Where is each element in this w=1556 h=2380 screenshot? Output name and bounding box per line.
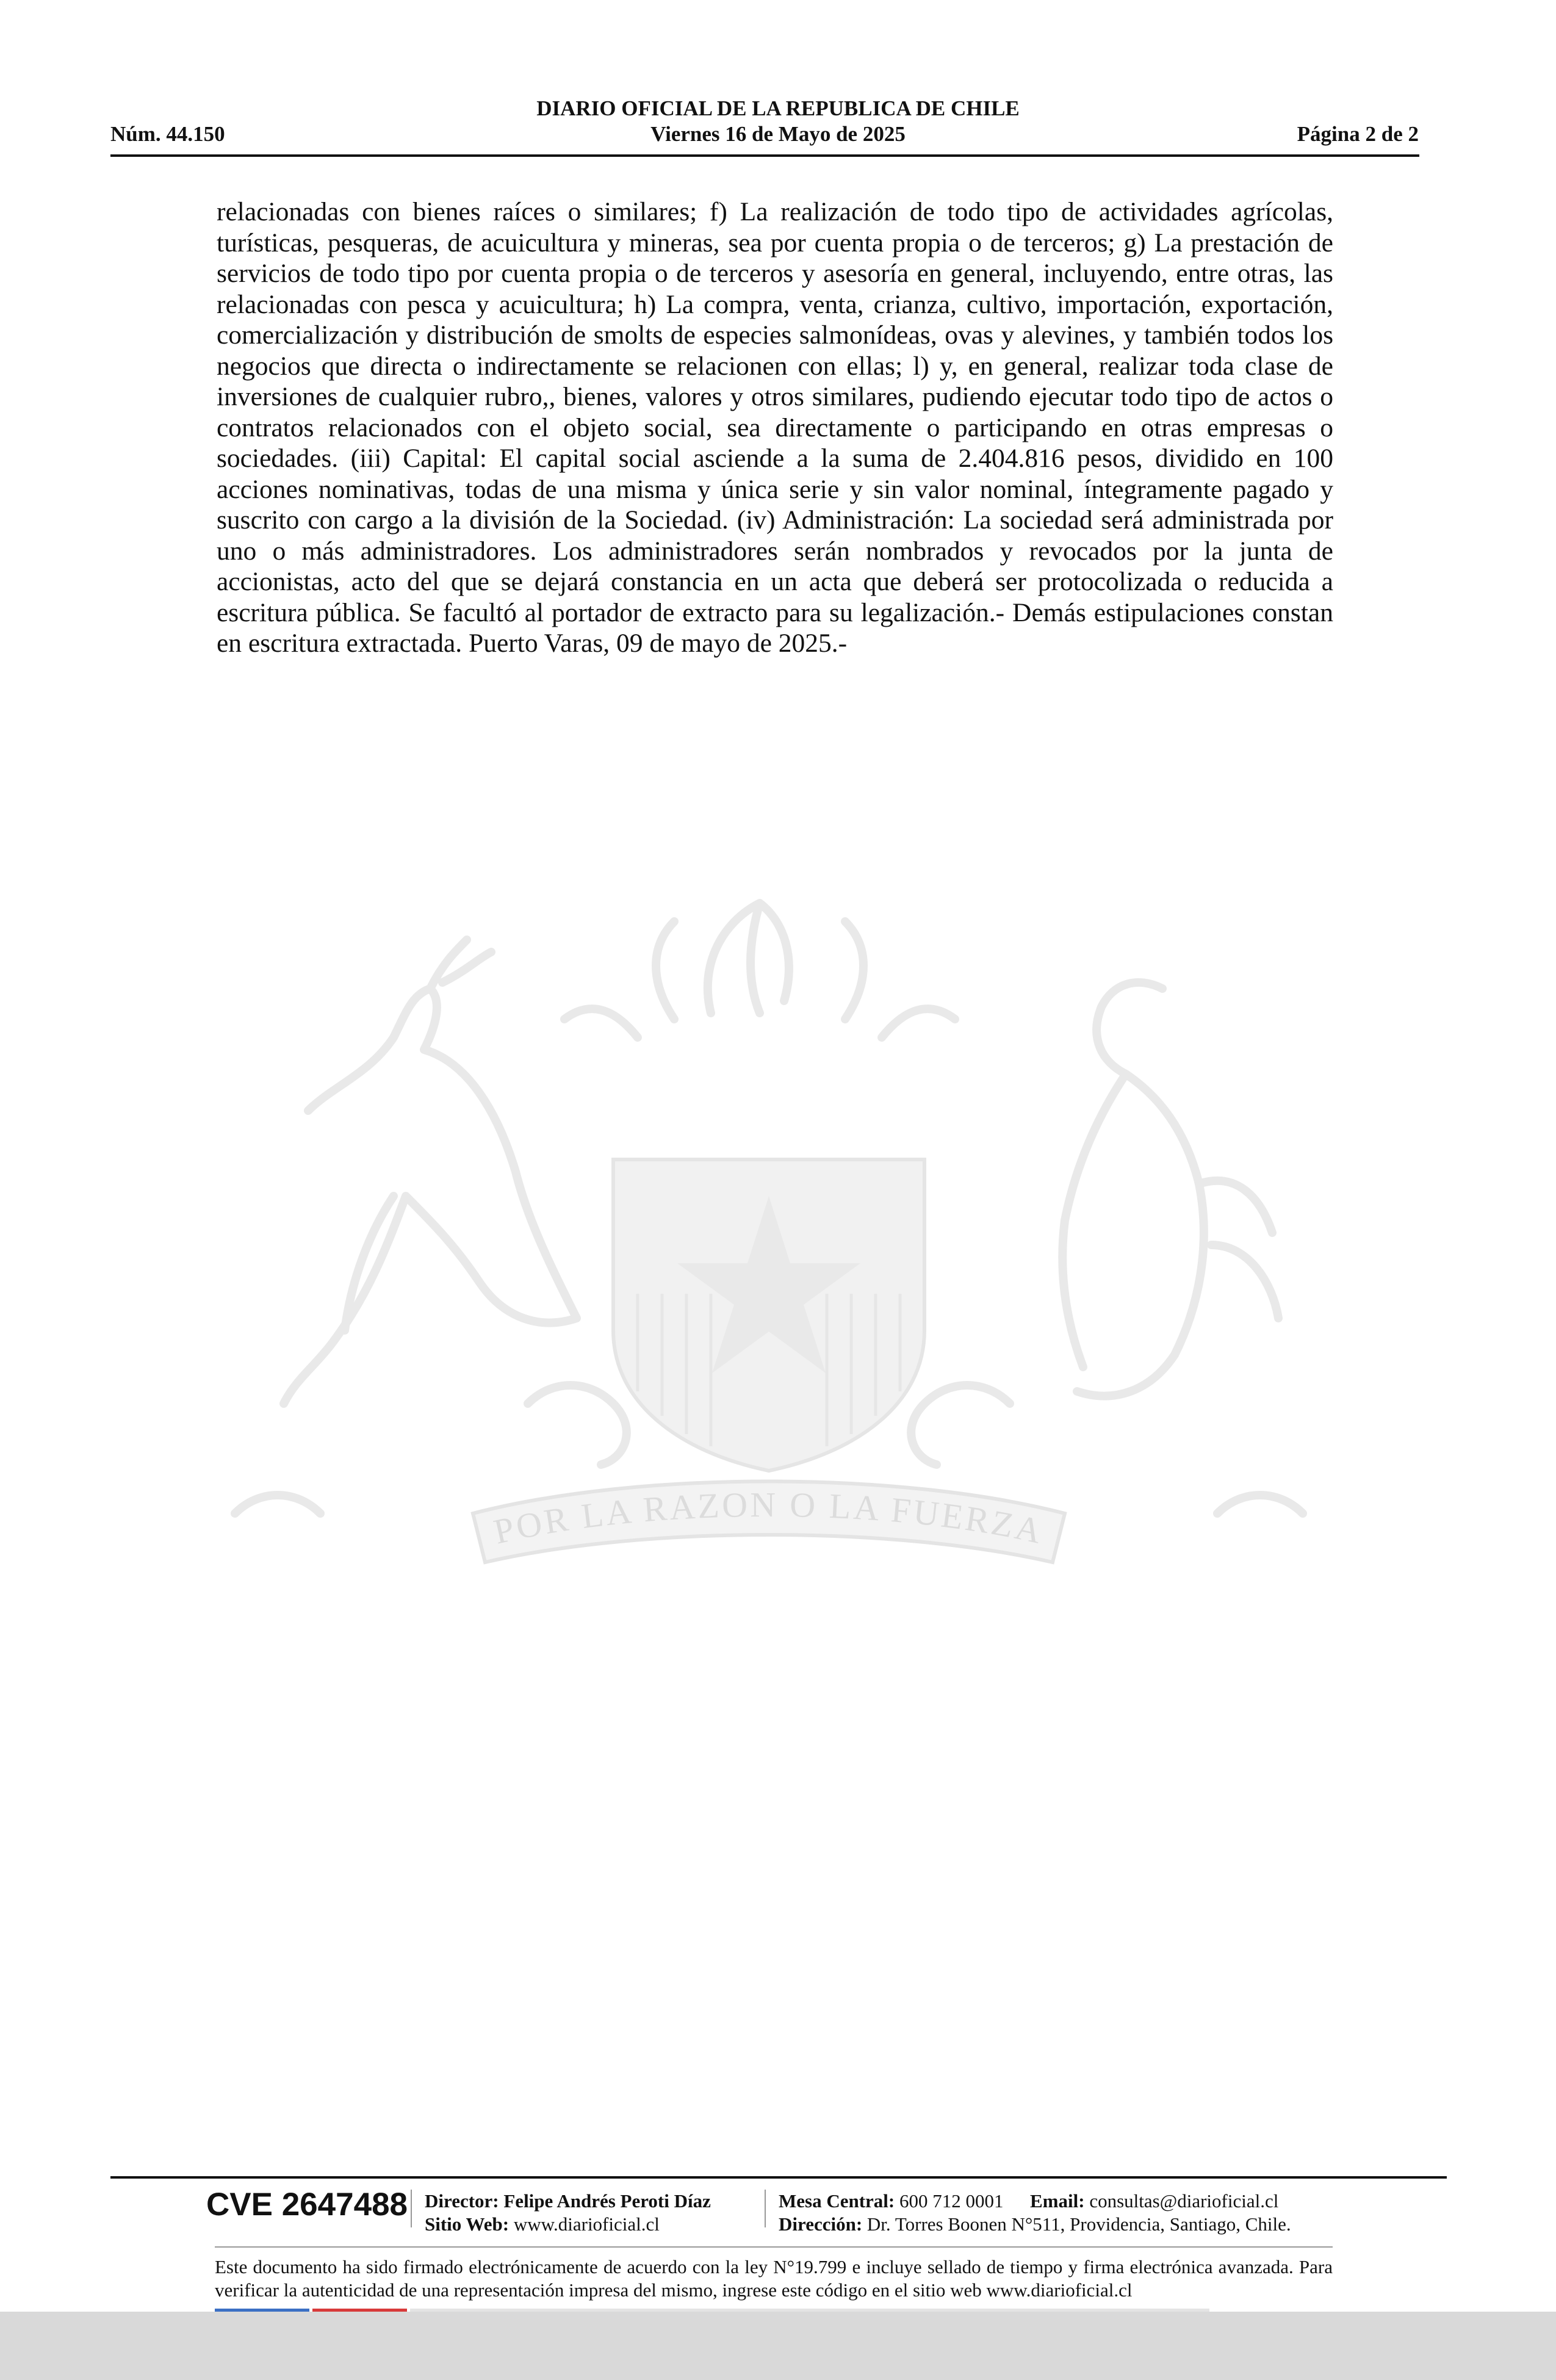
electronic-signature-notice: Este documento ha sido firmado electrónicamente de acuerdo con la ley N°19.799 e incluye sellado de tiempo y firma electrónica avanzada. Para verificar la autenticidad de una representación impresa del mismo, ingrese este código en el sitio web www.diarioficial.cl [215, 2256, 1333, 2301]
director-label: Director: [425, 2190, 499, 2212]
website-label: Sitio Web: [425, 2213, 510, 2235]
phone-number: 600 712 0001 [899, 2190, 1004, 2212]
page-indicator: Página 2 de 2 [1297, 122, 1419, 146]
footer-separator [411, 2190, 412, 2227]
footer-subdivider [215, 2246, 1333, 2248]
cve-code: CVE 2647488 [206, 2187, 408, 2223]
contact-info [779, 2190, 1278, 2213]
issue-date: Viernes 16 de Mayo de 2025 [650, 122, 906, 146]
article-body [217, 197, 1333, 659]
page-bottom-band [0, 2312, 1556, 2380]
footer-divider [110, 2176, 1447, 2179]
address-info [779, 2213, 1291, 2236]
phone-label: Mesa Central: [779, 2190, 895, 2212]
website-link[interactable]: www.diarioficial.cl [513, 2213, 660, 2235]
email-label: Email: [1030, 2190, 1085, 2212]
email-link[interactable]: consultas@diarioficial.cl [1089, 2190, 1279, 2212]
director-name: Felipe Andrés Peroti Díaz [503, 2190, 711, 2212]
article-paragraph: relacionadas con bienes raíces o similares; f) La realización de todo tipo de actividades agrícolas, turísticas, pesqueras, de acuicultura y mineras, sea por cuenta propia o de terceros; g) La prestación de servicios de todo tipo por cuenta propia o de terceros y asesoría en general, incluyendo, entre otras, las relacionadas con pesca y acuicultura; h) La compra, venta, crianza, cultivo, importación, exportación, comercialización y distribución de smolts de especies salmonídeas, ovas y alevines, y también todos los negocios que directa o indirectamente se relacionen con ellas; l) y, en general, realizar toda clase de inversiones de cualquier rubro,, bienes, valores y otros similares, pudiendo ejecutar todo tipo de actos o contratos relacionados con el objeto social, sea directamente o participando en otras empresas o sociedades. (iii) Capital: El capital social asciende a la suma de 2.404.816 pesos, dividido en 100 acciones nominativas, todas de una misma y única serie y sin valor nominal, íntegramente pagado y suscrito con cargo a la división de la Sociedad. (iv) Administración: La sociedad será administrada por uno o más administradores. Los administradores serán nombrados y revocados por la junta de accionistas, acto del que se dejará constancia en un acta que deberá ser protocolizada o reducida a escritura pública. Se facultó al portador de extracto para su legalización.- Demás estipulaciones constan en escritura extractada. Puerto Varas, 09 de mayo de 2025.- [217, 197, 1333, 658]
coat-of-arms-icon [211, 854, 1327, 1660]
director-info [425, 2190, 711, 2213]
issue-number: Núm. 44.150 [110, 122, 225, 146]
newspaper-title: DIARIO OFICIAL DE LA REPUBLICA DE CHILE [536, 96, 1020, 120]
footer-separator [765, 2190, 766, 2227]
website-info [425, 2213, 660, 2236]
address-text: Dr. Torres Boonen N°511, Providencia, Santiago, Chile. [866, 2213, 1291, 2235]
header-divider [110, 154, 1419, 157]
motto-text: POR LA RAZON O LA FUERZA [490, 1484, 1048, 1552]
address-label: Dirección: [779, 2213, 863, 2235]
